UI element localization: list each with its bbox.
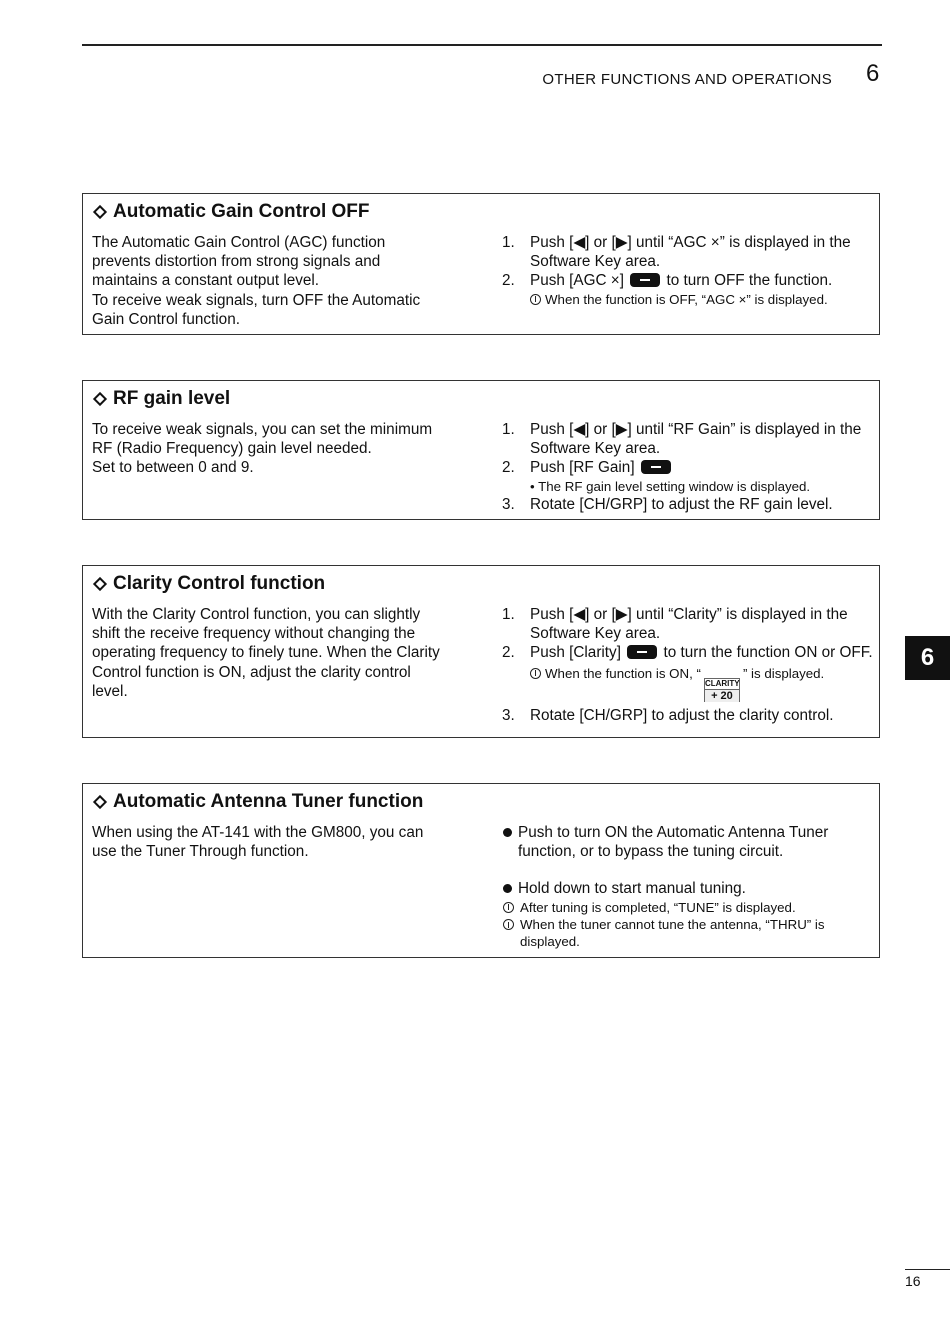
step-1: 1. Push [◀] or [▶] until “Clarity” is displayed in the Software Key area. (502, 606, 848, 643)
section-steps (502, 233, 874, 308)
footer-rule (905, 1269, 950, 1270)
software-key-icon (627, 645, 657, 659)
software-key-icon (630, 273, 660, 287)
page-header-title: OTHER FUNCTIONS AND OPERATIONS (542, 71, 832, 88)
diamond-icon (93, 392, 107, 406)
step-2: 2. Push [RF Gain] (502, 458, 874, 477)
bullet-icon (503, 884, 512, 893)
step-3: 3. Rotate [CH/GRP] to adjust the RF gain level. (502, 496, 833, 514)
section-rf-gain (82, 380, 880, 520)
step-note: • The RF gain level setting window is displayed. (530, 478, 811, 494)
software-key-icon (641, 460, 671, 474)
section-clarity (82, 565, 880, 738)
info-icon (503, 919, 514, 930)
section-title: RF gain level (92, 388, 230, 410)
tuner-note-2: When the tuner cannot tune the antenna, “THRU” is displayed. (502, 916, 874, 951)
section-description: The Automatic Gain Control (AGC) function prevents distortion from strong signals and maintains a constant output level. To receive weak signals, turn OFF the Automatic Gain Control function. (92, 234, 421, 328)
clarity-display-icon: CLARITY + 20 (704, 678, 740, 702)
chapter-side-tab: 6 (905, 636, 950, 680)
bullet-push: Push to turn ON the Automatic Antenna Tuner function, or to bypass the tuning circuit. (502, 823, 874, 861)
section-title: Automatic Gain Control OFF (92, 201, 370, 223)
chapter-number: 6 (866, 60, 880, 87)
info-icon (530, 668, 541, 679)
step-2: 2. Push [Clarity] to turn the function ON or OFF. (502, 644, 873, 662)
section-description: When using the AT-141 with the GM800, you can use the Tuner Through function. (92, 824, 424, 861)
section-agc (82, 193, 880, 335)
diamond-icon (93, 577, 107, 591)
step-1: 1. Push [◀] or [▶] until “RF Gain” is displayed in the Software Key area. (502, 421, 862, 458)
section-steps (502, 605, 874, 725)
bullet-icon (503, 828, 512, 837)
tuner-note-1: After tuning is completed, “TUNE” is displayed. (502, 899, 874, 916)
section-title: Clarity Control function (92, 573, 325, 595)
bullet-hold: Hold down to start manual tuning. (502, 879, 874, 898)
info-icon (503, 902, 514, 913)
section-steps (502, 823, 874, 951)
step-3: 3. Rotate [CH/GRP] to adjust the clarity control. (502, 706, 834, 724)
header-rule (82, 44, 882, 46)
section-description: With the Clarity Control function, you can slightly shift the receive frequency without changing the operating frequency to finely tune. When the Clarity Control function is ON, adjust the clarity control level. (92, 606, 440, 700)
diamond-icon (93, 205, 107, 219)
section-antenna-tuner (82, 783, 880, 958)
step-2: 2. Push [AGC ×] to turn OFF the function. (502, 272, 833, 290)
step-note: When the function is ON, “ CLARITY + 20 ” is displayed. (502, 663, 874, 702)
page-number: 16 (905, 1273, 921, 1289)
section-description: To receive weak signals, you can set the minimum RF (Radio Frequency) gain level needed. Set to between 0 and 9. (92, 421, 433, 477)
diamond-icon (93, 795, 107, 809)
section-title: Automatic Antenna Tuner function (92, 791, 423, 813)
info-icon (530, 294, 541, 305)
step-1: 1. Push [◀] or [▶] until “AGC ×” is displayed in the Software Key area. (502, 234, 851, 271)
section-steps (502, 420, 874, 514)
step-note: When the function is OFF, “AGC ×” is displayed. (502, 291, 874, 308)
